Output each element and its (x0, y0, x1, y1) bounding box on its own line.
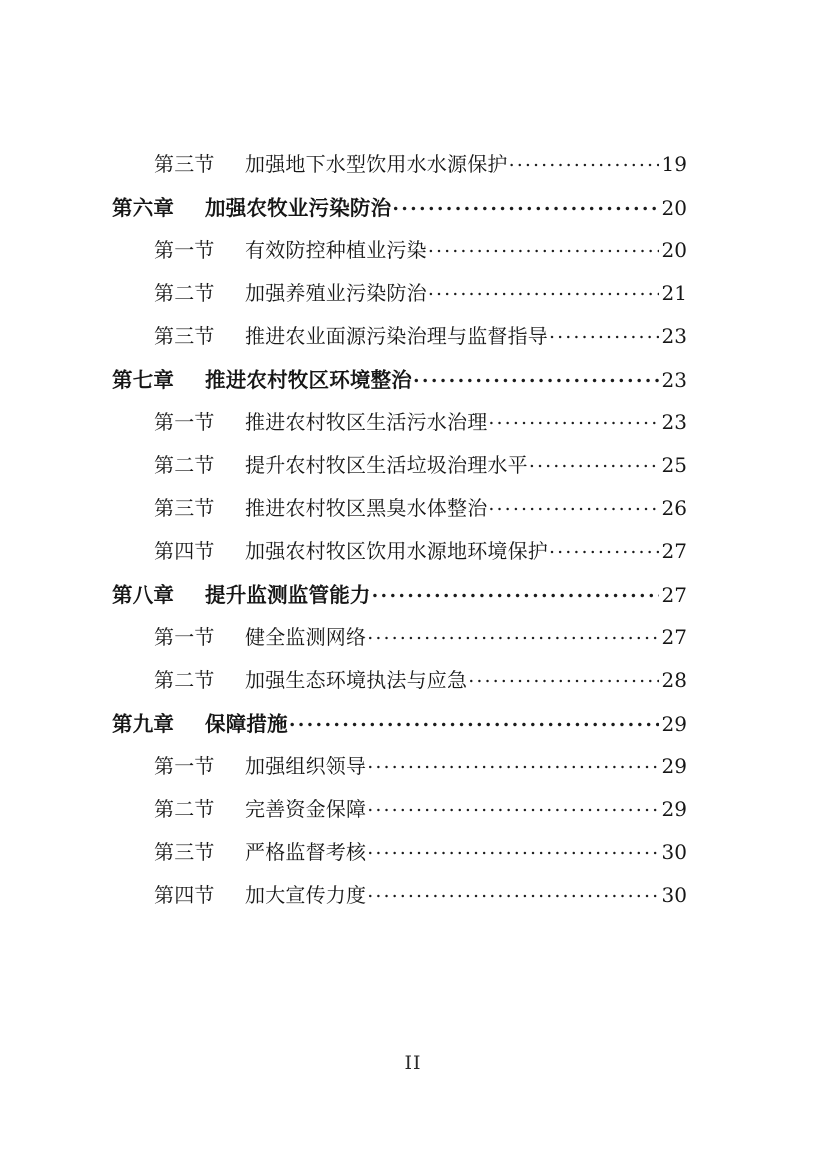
toc-entry-label: 第二节 (154, 281, 215, 305)
toc-entry-page-number: 20 (661, 196, 687, 220)
toc-entry-section[interactable] (0, 750, 826, 793)
toc-entry-title: 加强农牧业污染防治 (205, 196, 392, 220)
toc-entry-page-number: 23 (661, 368, 687, 392)
toc-entry-title: 加强地下水型饮用水水源保护 (245, 152, 508, 176)
toc-entry-title: 推进农村牧区环境整治 (205, 368, 412, 392)
toc-entry-section[interactable] (0, 320, 826, 363)
toc-entry-section[interactable] (0, 535, 826, 578)
toc-entry-chapter[interactable] (0, 707, 826, 750)
toc-dot-leader (367, 839, 659, 859)
toc-entry-label: 第八章 (112, 583, 175, 607)
toc-entry-section[interactable] (0, 406, 826, 449)
toc-entry-label: 第一节 (154, 754, 215, 778)
toc-entry-page-number: 27 (661, 583, 687, 607)
toc-entry-chapter[interactable] (0, 363, 826, 406)
toc-entry-page-number: 20 (661, 238, 687, 262)
toc-entry-section[interactable] (0, 879, 826, 922)
toc-entry-label: 第六章 (112, 196, 175, 220)
toc-dot-leader (367, 753, 659, 773)
toc-entry-label: 第三节 (154, 496, 215, 520)
toc-entry-label: 第一节 (154, 625, 215, 649)
toc-entry-title: 加强农村牧区饮用水源地环境保护 (245, 539, 548, 563)
toc-entry-section[interactable] (0, 234, 826, 277)
toc-entry-title: 完善资金保障 (245, 797, 367, 821)
toc-entry-page-number: 25 (661, 453, 687, 477)
toc-entry-title: 推进农村牧区生活污水治理 (245, 410, 488, 434)
toc-entry-page-number: 23 (661, 324, 687, 348)
toc-entry-section[interactable] (0, 621, 826, 664)
toc-entry-page-number: 29 (661, 712, 687, 736)
toc-entry-section[interactable] (0, 836, 826, 879)
toc-entry-title: 有效防控种植业污染 (245, 238, 427, 262)
toc-entry-title: 加大宣传力度 (245, 883, 367, 907)
toc-entry-page-number: 29 (661, 754, 687, 778)
toc-entry-page-number: 30 (661, 883, 687, 907)
toc-dot-leader (468, 667, 659, 687)
toc-dot-leader (392, 195, 659, 216)
toc-dot-leader (428, 237, 659, 257)
toc-entry-chapter[interactable] (0, 578, 826, 621)
toc-entry-label: 第二节 (154, 453, 215, 477)
page-number-footer: II (404, 1052, 422, 1074)
toc-entry-page-number: 21 (661, 281, 687, 305)
toc-entry-chapter[interactable] (0, 191, 826, 234)
toc-entry-section[interactable] (0, 148, 826, 191)
toc-dot-leader (372, 582, 659, 603)
toc-entry-page-number: 27 (661, 539, 687, 563)
toc-entry-label: 第三节 (154, 152, 215, 176)
toc-dot-leader (289, 711, 659, 732)
toc-entry-title: 推进农业面源污染治理与监督指导 (245, 324, 548, 348)
table-of-contents (0, 148, 826, 922)
toc-dot-leader (488, 495, 659, 515)
toc-dot-leader (413, 367, 659, 388)
toc-entry-page-number: 27 (661, 625, 687, 649)
toc-entry-page-number: 23 (661, 410, 687, 434)
toc-dot-leader (549, 323, 659, 343)
toc-entry-page-number: 30 (661, 840, 687, 864)
toc-entry-label: 第一节 (154, 410, 215, 434)
toc-entry-label: 第二节 (154, 797, 215, 821)
toc-entry-section[interactable] (0, 449, 826, 492)
toc-dot-leader (367, 624, 659, 644)
toc-dot-leader (367, 882, 659, 902)
toc-entry-title: 提升监测监管能力 (205, 583, 371, 607)
toc-entry-title: 加强生态环境执法与应急 (245, 668, 468, 692)
toc-entry-title: 加强组织领导 (245, 754, 367, 778)
toc-entry-label: 第九章 (112, 712, 175, 736)
toc-entry-section[interactable] (0, 277, 826, 320)
toc-dot-leader (509, 151, 659, 171)
toc-entry-page-number: 29 (661, 797, 687, 821)
toc-entry-label: 第三节 (154, 324, 215, 348)
toc-dot-leader (488, 409, 659, 429)
toc-dot-leader (367, 796, 659, 816)
toc-dot-leader (549, 538, 659, 558)
toc-entry-label: 第四节 (154, 539, 215, 563)
toc-entry-label: 第一节 (154, 238, 215, 262)
toc-entry-page-number: 26 (661, 496, 687, 520)
toc-entry-label: 第四节 (154, 883, 215, 907)
toc-entry-label: 第七章 (112, 368, 175, 392)
toc-entry-title: 提升农村牧区生活垃圾治理水平 (245, 453, 528, 477)
toc-dot-leader (428, 280, 659, 300)
toc-entry-section[interactable] (0, 793, 826, 836)
toc-dot-leader (529, 452, 659, 472)
toc-entry-label: 第三节 (154, 840, 215, 864)
toc-entry-page-number: 28 (661, 668, 687, 692)
toc-entry-section[interactable] (0, 492, 826, 535)
toc-entry-title: 严格监督考核 (245, 840, 367, 864)
toc-entry-title: 加强养殖业污染防治 (245, 281, 427, 305)
toc-entry-section[interactable] (0, 664, 826, 707)
toc-entry-title: 健全监测网络 (245, 625, 367, 649)
toc-entry-title: 保障措施 (205, 712, 288, 736)
toc-entry-label: 第二节 (154, 668, 215, 692)
toc-entry-title: 推进农村牧区黑臭水体整治 (245, 496, 488, 520)
toc-entry-page-number: 19 (661, 152, 687, 176)
